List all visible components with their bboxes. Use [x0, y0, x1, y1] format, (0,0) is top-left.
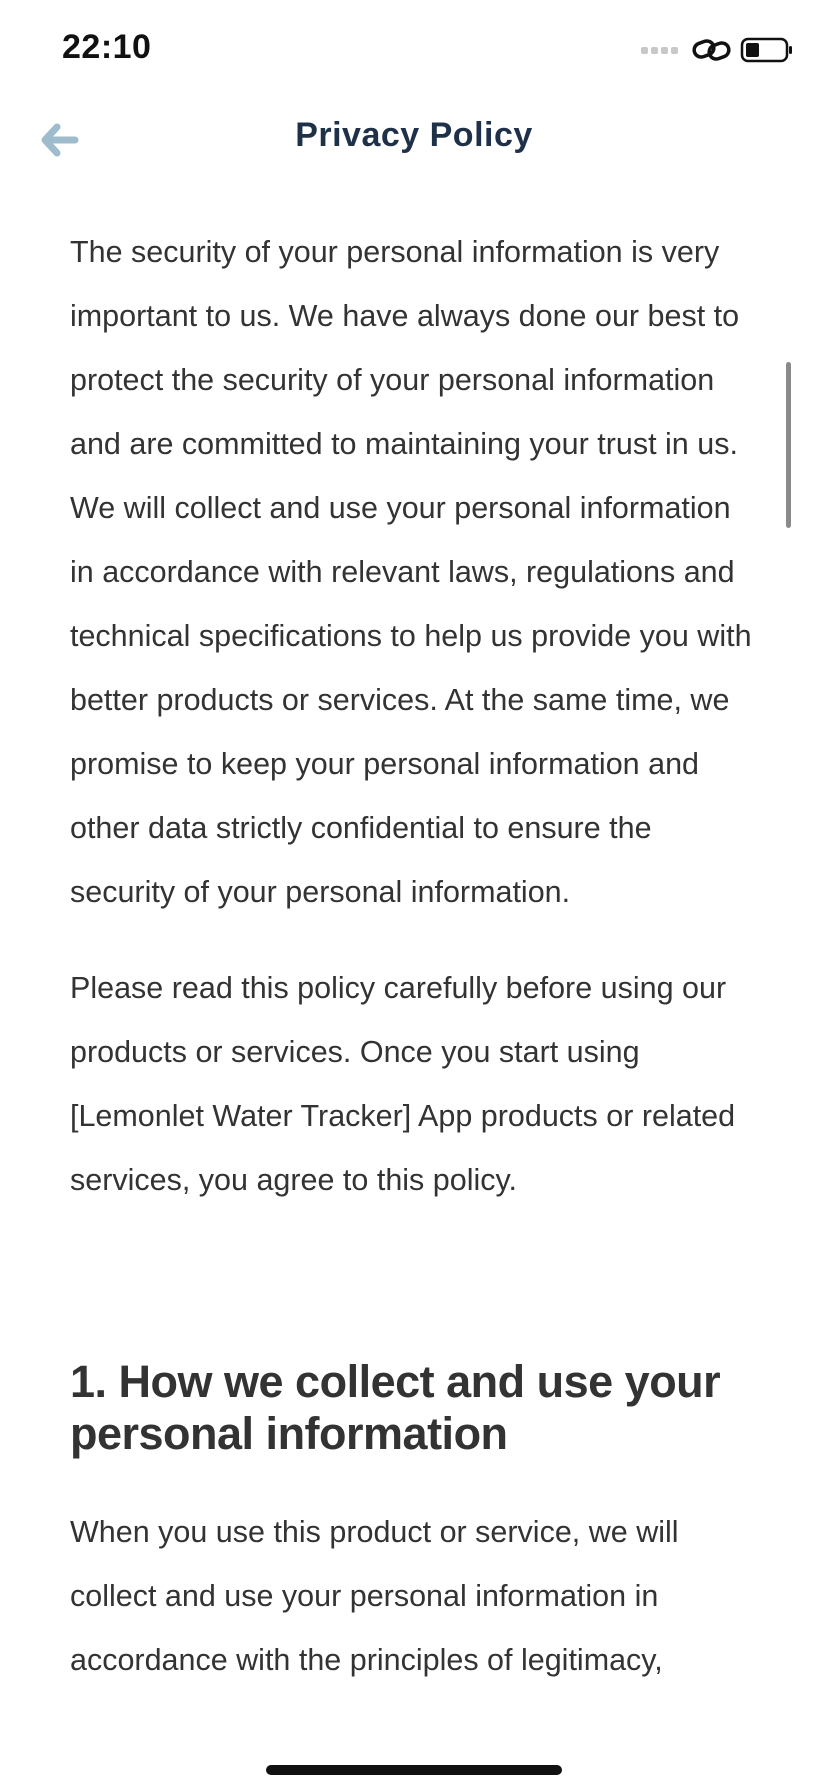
- link-icon: [692, 36, 732, 64]
- nav-bar: [0, 100, 828, 180]
- status-bar: [0, 0, 828, 100]
- status-icons: [641, 34, 794, 66]
- signal-dots-icon: [641, 47, 678, 54]
- section-heading: 1. How we collect and use your personal information: [70, 1356, 721, 1459]
- policy-content: [70, 220, 760, 1724]
- section-paragraph: When you use this product or service, we will collect and use your personal information in accordance with the principles of legitimacy,: [70, 1515, 679, 1677]
- home-indicator[interactable]: [266, 1765, 562, 1775]
- page-title: Privacy Policy: [295, 116, 533, 154]
- intro-paragraph: The security of your personal information is very important to us. We have always done our best to protect the security of your personal information and are committed to maintaining your trust in us. We will collect and use your personal information in accordance with relevant laws, regulations and technical specifications to help us provide you with better products or services. At the same time, we promise to keep your personal information and other data strictly confidential to ensure the security of your personal information.: [70, 235, 752, 909]
- status-time: 22:10: [62, 28, 152, 66]
- battery-icon: [740, 36, 794, 64]
- agreement-paragraph: Please read this policy carefully before using our products or services. Once you start using [Lemonlet Water Tracker] App products or related services, you agree to this policy.: [70, 971, 736, 1197]
- scrollbar-thumb[interactable]: [786, 362, 791, 528]
